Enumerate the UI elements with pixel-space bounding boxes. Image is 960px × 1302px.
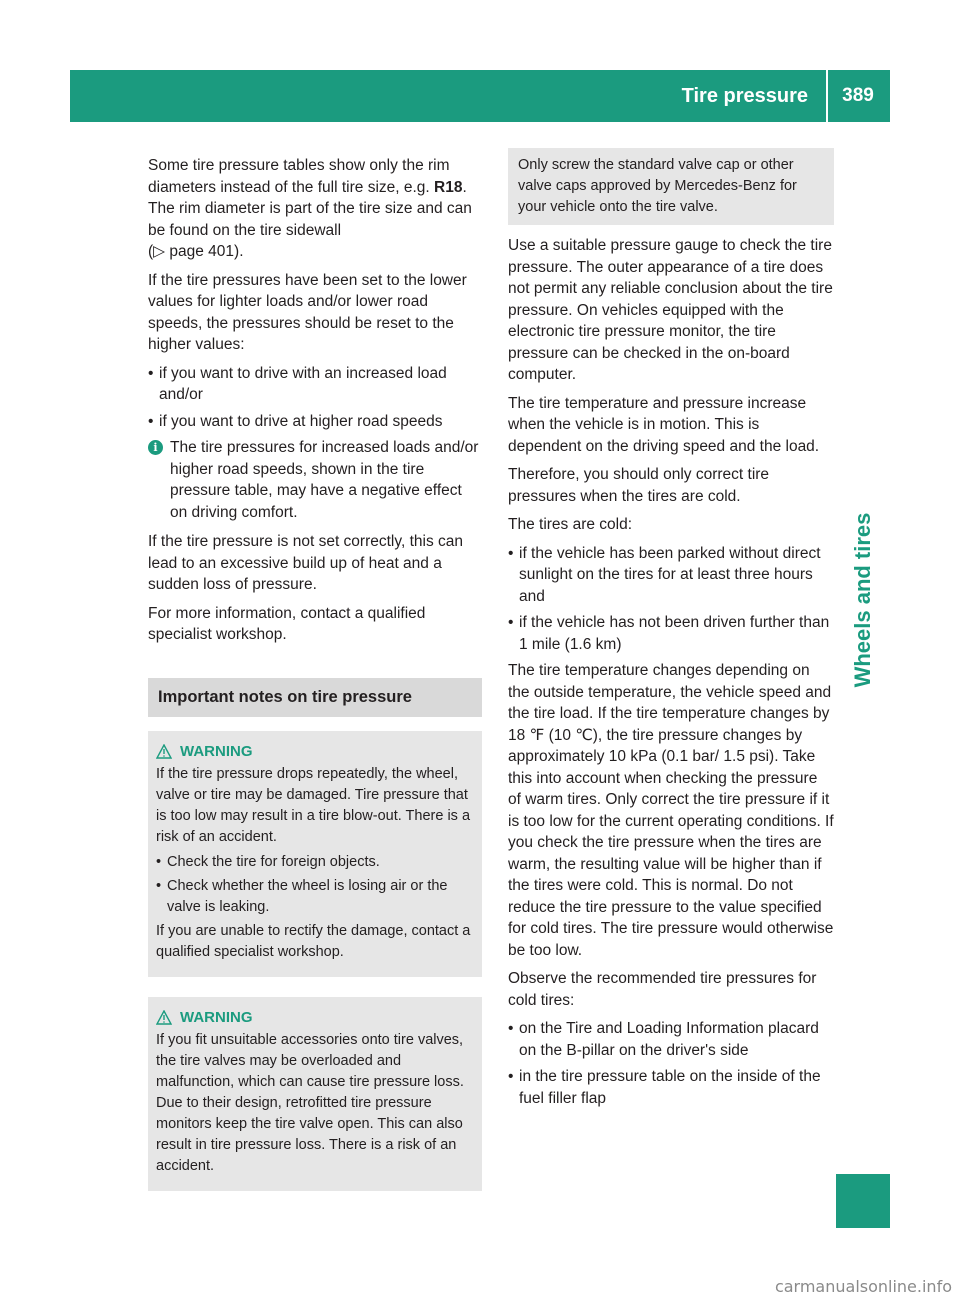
list-item: • in the tire pressure table on the inside of the fuel filler flap — [508, 1068, 821, 1107]
warning-box — [148, 997, 482, 1191]
watermark-text: carmanualsonline.info — [774, 1277, 952, 1296]
info-note — [148, 437, 482, 523]
list-item-text: if the vehicle has not been driven further than 1 mile (1.6 km) — [519, 614, 830, 653]
list-item: • Check whether the wheel is losing air or the valve is leaking. — [156, 878, 448, 915]
warning-text: If the tire pressure drops repeatedly, the wheel, valve or tire may be damaged. Tire pressure that is too low may result in a tire blow-out. There is a risk of an accident. — [156, 766, 471, 845]
paragraph: The tire temperature and pressure increase when the vehicle is in motion. This is dependent on the driving speed and the load. — [508, 394, 820, 455]
chapter-marker — [836, 1174, 890, 1228]
note-text: Only screw the standard valve cap or other valve caps approved by Mercedes-Benz for your vehicle onto the tire valve. — [518, 157, 797, 215]
paragraph: For more information, contact a qualified specialist workshop. — [148, 604, 426, 643]
paragraph: The tire temperature changes depending on the outside temperature, the vehicle speed and the tire load. If the tire temperature changes by 18 ℉ (10 ℃), the tire pressure changes by approximately 10 kPa (0.1 bar/ 1.5 psi). Take this into account when checking the pressure of warm tires. Only correct the tire pressure if it is too low for the current operating conditions. If you check the tire pressure when the tires are warm, the resulting value will be higher than if the tires were cold. This is normal. Do not reduce the tire pressure to the value specified for cold tires. The tire pressure would otherwise be too low. — [508, 662, 834, 959]
list-item: • if the vehicle has not been driven further than 1 mile (1.6 km) — [508, 614, 830, 653]
rim-code: R18 — [434, 178, 463, 196]
list-item-text: Check the tire for foreign objects. — [167, 854, 380, 870]
warning-icon — [156, 744, 172, 759]
list-item: • if you want to drive at higher road speeds — [148, 412, 443, 430]
list-item: • if the vehicle has been parked without direct sunlight on the tires for at least three hours and — [508, 544, 821, 605]
paragraph: The tires are cold: — [508, 516, 633, 533]
note-box — [508, 148, 834, 225]
paragraph: Therefore, you should only correct tire pressures when the tires are cold. — [508, 466, 770, 505]
section-heading: Important notes on tire pressure — [148, 678, 482, 718]
page-header — [70, 70, 890, 122]
info-text: The tire pressures for increased loads and/or higher road speeds, shown in the tire pressure table, may have a negative effect on driving comfort. — [170, 439, 479, 521]
paragraph: If the tire pressure is not set correctly, this can lead to an excessive build up of heat and a sudden loss of pressure. — [148, 533, 464, 593]
left-column — [148, 155, 482, 1191]
text: . The rim diameter is part of the tire size and can be found on the tire sidewall — [148, 178, 472, 239]
warning-text: If you fit unsuitable accessories onto tire valves, the tire valves may be overloaded and malfunction, which can cause tire pressure loss. Due to their design, retrofitted tire pressure monitors keep the tire valve open. This can also result in tire pressure loss. There is a risk of an accident. — [156, 1032, 464, 1174]
warning-header — [156, 741, 474, 762]
warning-text: If you are unable to rectify the damage, contact a qualified specialist workshop. — [156, 923, 471, 960]
warning-header — [156, 1007, 474, 1028]
list-item: • if you want to drive with an increased load and/or — [148, 364, 447, 403]
header-divider — [826, 70, 828, 122]
list-item-text: if you want to drive at higher road speeds — [159, 412, 443, 430]
list-item-text: Check whether the wheel is losing air or the valve is leaking. — [167, 878, 448, 915]
right-column — [508, 148, 834, 1114]
paragraph: Observe the recommended tire pressures for cold tires: — [508, 970, 817, 1009]
page-reference-link[interactable]: (▷ page 401). — [148, 243, 244, 260]
list-item-text: if the vehicle has been parked without direct sunlight on the tires for at least three hours and — [519, 544, 821, 605]
list-item-text: on the Tire and Loading Information placard on the B-pillar on the driver's side — [519, 1020, 819, 1059]
paragraph — [148, 155, 482, 263]
list-item-text: if you want to drive with an increased load and/or — [159, 364, 447, 403]
paragraph: Use a suitable pressure gauge to check the tire pressure. The outer appearance of a tire does not permit any reliable conclusion about the tire pressure. On vehicles equipped with the electronic tire pressure monitor, the tire pressure can be checked in the on-board computer. — [508, 237, 833, 383]
info-icon: i — [148, 440, 163, 455]
chapter-tab-label: Wheels and tires — [850, 512, 875, 688]
list-item: • on the Tire and Loading Information placard on the B-pillar on the driver's side — [508, 1020, 819, 1059]
section-title: Tire pressure — [681, 85, 808, 107]
warning-icon — [156, 1010, 172, 1025]
text: Some tire pressure tables show only the rim diameters instead of the full tire size, e.g. — [148, 157, 450, 196]
warning-box — [148, 731, 482, 977]
list-item: • Check the tire for foreign objects. — [156, 854, 380, 870]
warning-label: WARNING — [180, 743, 253, 760]
list-item-text: in the tire pressure table on the inside of the fuel filler flap — [519, 1068, 821, 1107]
warning-label: WARNING — [180, 1009, 253, 1026]
page-number: 389 — [842, 85, 874, 106]
paragraph: If the tire pressures have been set to the lower values for lighter loads and/or lower road speeds, the pressures should be reset to the higher values: — [148, 271, 467, 353]
chapter-tab — [836, 490, 890, 710]
